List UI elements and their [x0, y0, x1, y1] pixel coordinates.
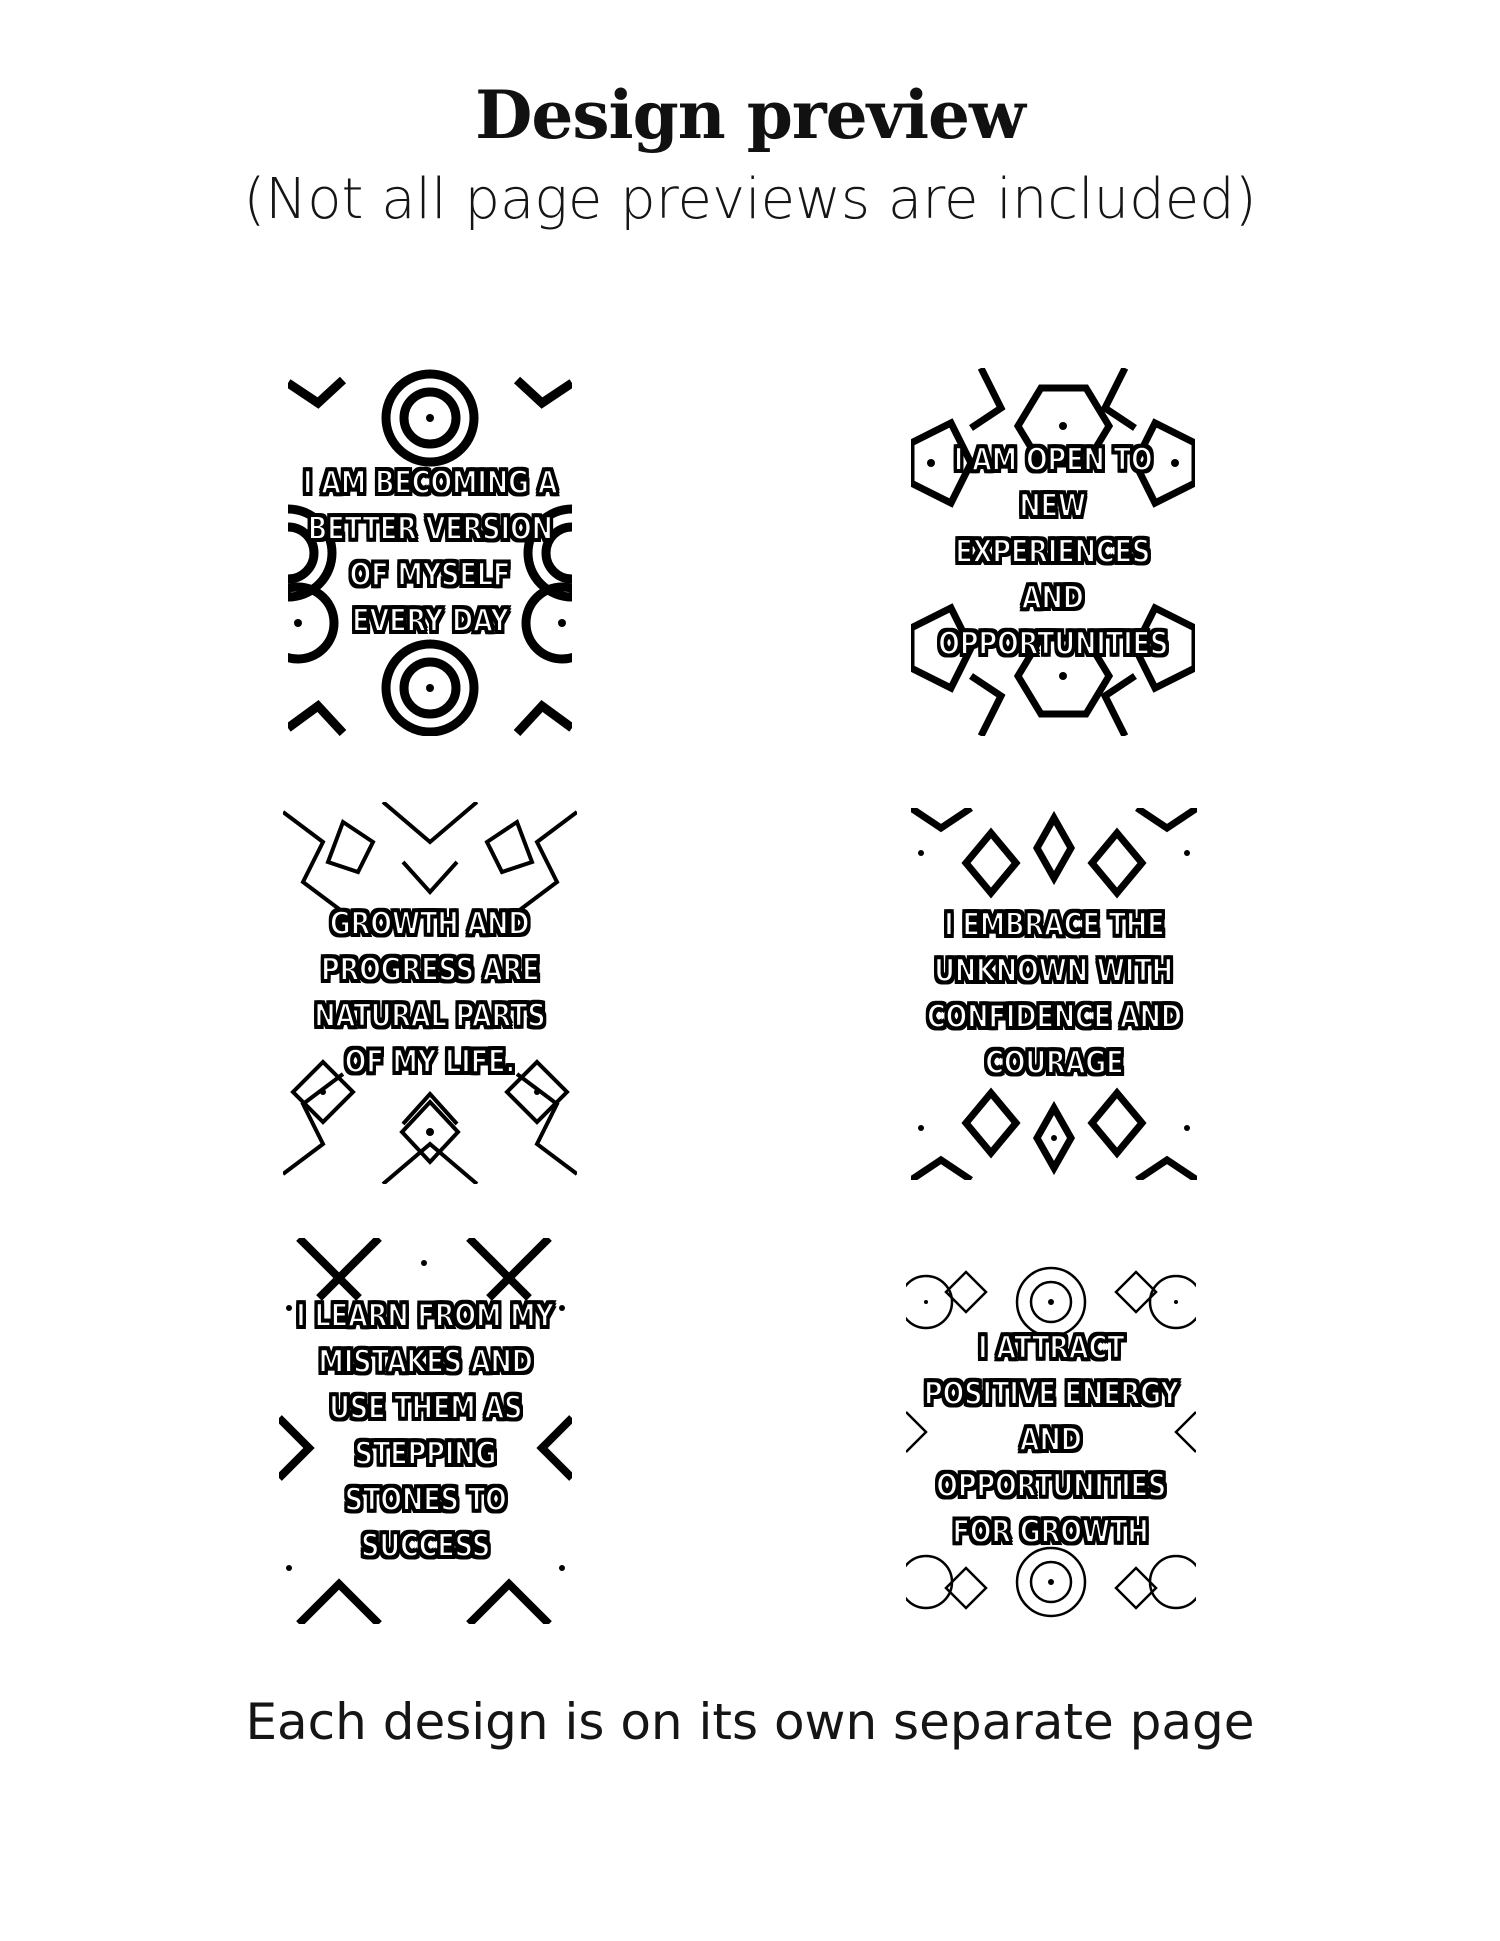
footer-note: Each design is on its own separate page — [245, 1693, 1255, 1751]
affirmation-line: I EMBRACE THE — [943, 907, 1165, 943]
affirmation-line: USE THEM AS — [328, 1390, 523, 1426]
affirmation-line: OF MYSELF — [349, 557, 511, 593]
design-preview-card-2 — [911, 368, 1195, 736]
affirmation-line: FOR GROWTH — [952, 1514, 1150, 1550]
affirmation-line: EVERY DAY — [351, 603, 509, 639]
affirmation-line: AND — [1021, 580, 1085, 616]
affirmation-line: AND — [1019, 1422, 1083, 1458]
affirmation-line: OPPORTUNITIES — [935, 1468, 1167, 1504]
affirmation-line: OF MY LIFE. — [344, 1044, 516, 1080]
design-preview-card-6 — [906, 1262, 1196, 1618]
affirmation-line: I LEARN FROM MY — [296, 1298, 555, 1334]
affirmation-text — [911, 902, 1197, 1086]
design-preview-card-4 — [911, 808, 1197, 1180]
affirmation-line: NATURAL PARTS — [314, 998, 546, 1034]
affirmation-line: I ATTRACT — [977, 1330, 1125, 1366]
affirmation-line: POSITIVE ENERGY — [923, 1376, 1179, 1412]
affirmation-line: CONFIDENCE AND — [926, 999, 1182, 1035]
affirmation-line: EXPERIENCES — [955, 534, 1151, 570]
page-subtitle: (Not all page previews are included) — [243, 167, 1257, 232]
design-preview-card-1 — [288, 368, 572, 736]
affirmation-line: I AM OPEN TO — [953, 442, 1153, 478]
affirmation-line: UNKNOWN WITH — [934, 953, 1174, 989]
affirmation-line: STONES TO — [344, 1482, 507, 1518]
affirmation-text — [911, 437, 1195, 667]
affirmation-text — [906, 1325, 1196, 1555]
affirmation-line: COURAGE — [984, 1045, 1124, 1081]
affirmation-text — [288, 460, 572, 644]
design-preview-card-5 — [279, 1238, 572, 1624]
affirmation-text — [279, 1293, 572, 1569]
affirmation-line: GROWTH AND — [330, 906, 530, 942]
affirmation-line: MISTAKES AND — [318, 1344, 533, 1380]
affirmation-line: PROGRESS ARE — [320, 952, 540, 988]
affirmation-line: NEW — [1019, 488, 1087, 524]
affirmation-line: STEPPING — [354, 1436, 497, 1472]
affirmation-line: I AM BECOMING A — [302, 465, 558, 501]
affirmation-text — [283, 901, 577, 1085]
affirmation-line: SUCCESS — [360, 1528, 491, 1564]
affirmation-line: OPPORTUNITIES — [937, 626, 1169, 662]
design-preview-card-3 — [283, 802, 577, 1184]
page-title: Design preview — [475, 76, 1025, 154]
affirmation-line: BETTER VERSION — [307, 511, 553, 547]
